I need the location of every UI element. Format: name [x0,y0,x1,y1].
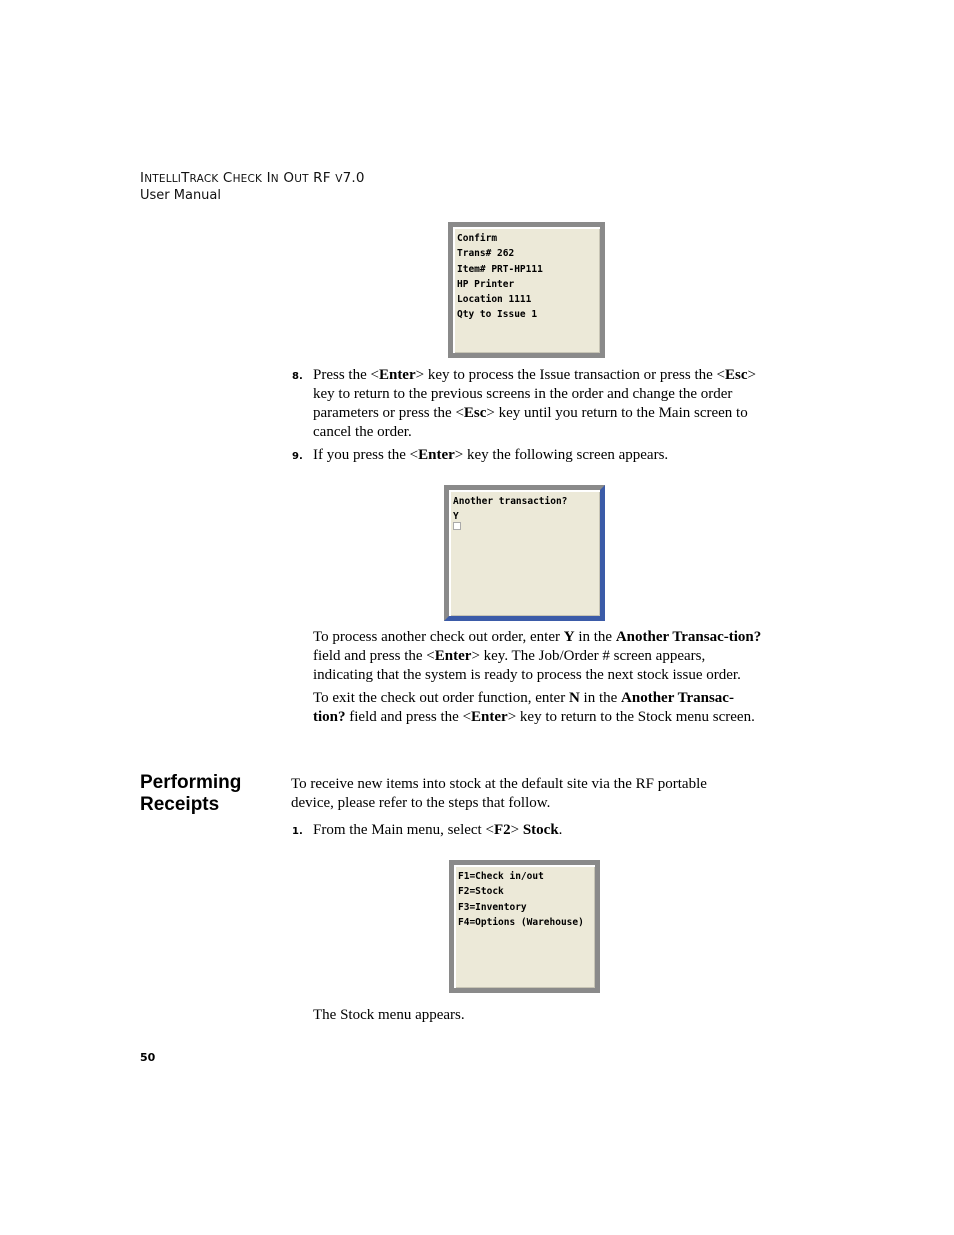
menu-item-check-in-out: F1=Check in/out [458,871,544,882]
paragraph-exit: To exit the check out order function, enter N in the Another Transac-tion? field and press the <Enter> key to return to the Stock menu screen. [313,690,755,725]
screen-line: Qty to Issue 1 [457,309,538,321]
screen-line: Location 1111 [457,294,532,306]
confirm-screen [448,222,605,358]
text-cursor [453,522,461,530]
step-9: 9. If you press the <Enter> key the following screen appears. [313,446,763,465]
step-1: 1. From the Main menu, select <F2> Stock. [313,821,763,840]
menu-item-options: F4=Options (Warehouse) [458,916,584,928]
input-value: Y [453,511,459,523]
manual-subtitle: User Manual [140,188,222,203]
section-intro: To receive new items into stock at the default site via the RF portable device, please refer to the steps that follow. [291,776,707,811]
section-title: Performing Receipts [140,772,242,815]
screen-line: Item# PRT-HP111 [457,263,543,275]
screen-line: Trans# 262 [457,248,515,260]
another-transaction-screen [444,485,605,621]
page-number: 50 [140,1051,156,1064]
screen-line: HP Printer [457,278,515,290]
screen-line: Confirm [457,233,498,244]
step-8: 8. Press the <Enter> key to process the Issue transaction or press the <Esc> key to return to the previous screens in the order and change the order parameters or press the <Esc> key until you return to the Main screen to cancel the order. [292,367,756,440]
menu-item-stock: F2=Stock [458,886,504,898]
step-number: 8. [292,371,303,382]
paragraph-process-another: To process another check out order, enter Y in the Another Transac-tion? field and press the <Enter> key. The Job/Order # screen appears, indicating that the system is ready to process the next stock issue order. [313,629,762,683]
menu-item-inventory: F3=Inventory [458,901,527,913]
step-number: 1. [292,826,303,837]
screen-line: Another transaction? [453,496,568,507]
step-number: 9. [292,451,303,462]
screen-input-line [453,509,596,524]
running-header [140,170,365,203]
manual-title: INTELLITRACK CHECK IN OUT RF V7.0 [140,170,365,186]
main-menu-screen [449,860,600,993]
stock-menu-appears-text: The Stock menu appears. [313,1007,465,1023]
